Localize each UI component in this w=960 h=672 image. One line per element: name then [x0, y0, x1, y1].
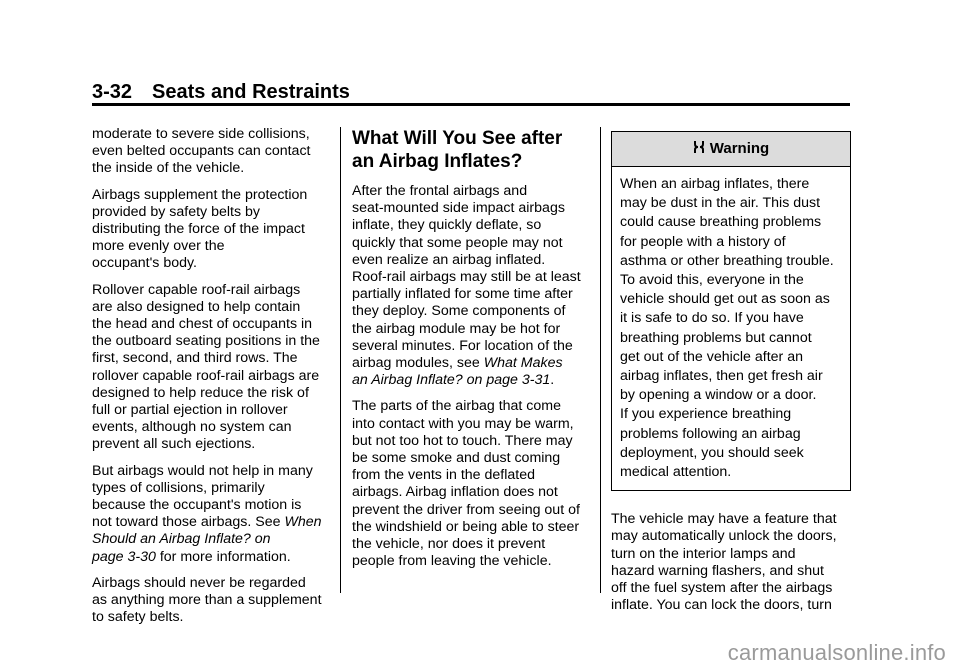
column-3 [611, 131, 851, 623]
text-line: for people with a history of [620, 233, 786, 250]
text-line: the airbag module may be hot for [352, 320, 561, 337]
text-fragment: not toward those airbags. See [92, 514, 285, 531]
text-line: are also designed to help contain [92, 298, 301, 315]
text-line: they deploy. Some components of [352, 303, 566, 320]
warning-header [612, 132, 850, 167]
text-line: Airbags supplement the protection [92, 186, 308, 203]
cross-reference-link[interactable]: What Makes [483, 355, 563, 372]
paragraph [352, 183, 592, 389]
text-line: moderate to severe side collisions, [92, 126, 310, 142]
text-fragment: for more information. [155, 548, 291, 565]
text-line: several minutes. For location of the [352, 337, 573, 354]
text-line: airbag inflates, then get fresh air [620, 368, 823, 385]
text-line: partially inflated for some time after [352, 286, 573, 303]
text-line: into contact with you may be warm, [352, 415, 574, 432]
text-line [92, 549, 332, 566]
cross-reference-link[interactable]: an Airbag Inflate? on page 3-31 [352, 372, 551, 389]
warning-icon-glyph [693, 139, 705, 155]
warning-box [611, 131, 851, 491]
text-line: medical attention. [620, 464, 732, 481]
text-line: But airbags would not help in many [92, 462, 313, 479]
text-line: Airbags should never be regarded [92, 574, 306, 591]
text-line: breathing problems but cannot [620, 329, 812, 346]
cross-reference-link[interactable]: Should an Airbag Inflate? on [92, 531, 271, 548]
warning-title: Warning [709, 140, 770, 158]
text-line: to safety belts. [92, 609, 184, 626]
text-line: more evenly over the [92, 238, 225, 255]
text-line: To avoid this, everyone in the [620, 272, 804, 289]
text-line: The vehicle may have a feature that [611, 511, 837, 528]
text-line: provided by safety belts by [92, 203, 260, 220]
text-line: occupant's body. [92, 255, 197, 272]
text-line: but not too hot to touch. There may [352, 432, 573, 449]
header-rule [92, 103, 850, 106]
text-line: rollover capable roof-rail airbags are [92, 367, 320, 384]
text-line: inflate, they quickly deflate, so [352, 217, 542, 234]
paragraph [611, 511, 851, 614]
text-line: could cause breathing problems [620, 214, 822, 231]
paragraph [352, 398, 592, 570]
text-line: off the fuel system after the airbags [611, 580, 833, 597]
text-line: even realize an airbag inflated. [352, 251, 546, 268]
text-line: may automatically unlock the doors, [611, 528, 837, 545]
text-line: the vehicle, nor does it prevent [352, 536, 546, 553]
warning-icon [693, 139, 705, 159]
text-line: full or partial ejection in rollover [92, 402, 288, 419]
text-line: types of collisions, primarily [92, 479, 265, 496]
text-line: airbags. Airbag inflation does not [352, 484, 558, 501]
column-2 [352, 127, 592, 579]
text-line: prevent all such ejections. [92, 436, 256, 453]
text-line: events, although no system can [92, 419, 292, 436]
cross-reference-link[interactable]: When [284, 514, 322, 531]
text-line: because the occupant's motion is [92, 497, 302, 514]
text-line: When an airbag inflates, there [620, 176, 810, 192]
page-header [92, 80, 850, 104]
text-line: people from leaving the vehicle. [352, 553, 552, 570]
text-line: hazard warning flashers, and shut [611, 562, 824, 579]
text-line: may be dust in the air. This dust [620, 195, 821, 212]
heading-line: an Airbag Inflates? [352, 151, 523, 172]
text-line: first, second, and third rows. The [92, 350, 298, 367]
column-divider-2 [600, 127, 601, 593]
page-number: 3-32 [92, 81, 133, 103]
text-line: After the frontal airbags and [352, 183, 528, 199]
text-line: designed to help reduce the risk of [92, 384, 309, 401]
text-line: from the vents in the deflated [352, 467, 535, 484]
text-line: get out of the vehicle after an [620, 348, 803, 365]
paragraph [92, 282, 332, 454]
text-line: If you experience breathing [620, 406, 792, 423]
text-line: the windshield or being able to steer [352, 518, 580, 535]
heading-line: What Will You See after [352, 128, 563, 149]
text-line: by opening a window or a door. [620, 387, 817, 404]
text-line: Rollover capable roof-rail airbags [92, 281, 301, 298]
column-1 [92, 126, 332, 635]
text-line: turn on the interior lamps and [611, 545, 796, 562]
warning-body [612, 167, 850, 490]
paragraph [92, 187, 332, 273]
section-title-header: Seats and Restraints [152, 81, 350, 103]
text-line: it is safe to do so. If you have [620, 310, 804, 327]
text-line: inflate. You can lock the doors, turn [611, 597, 832, 614]
text-fragment: airbag modules, see [352, 355, 484, 372]
text-line: prevent the driver from seeing out of [352, 501, 580, 518]
paragraph [92, 463, 332, 566]
text-line: deployment, you should seek [620, 444, 804, 461]
text-line: asthma or other breathing trouble. [620, 252, 834, 269]
text-line: even belted occupants can contact [92, 143, 311, 160]
text-line: The parts of the airbag that come [352, 398, 561, 415]
text-line [92, 514, 332, 531]
text-line: problems following an airbag [620, 425, 801, 442]
text-line [352, 372, 592, 389]
watermark: carmanualsonline.info [727, 640, 946, 665]
text-line [352, 355, 592, 372]
text-line: Roof-rail airbags may still be at least [352, 269, 581, 286]
text-line: the outboard seating positions in the [92, 333, 320, 350]
text-line: the inside of the vehicle. [92, 160, 245, 177]
text-fragment: . [550, 372, 555, 389]
section-heading [352, 127, 592, 173]
cross-reference-link[interactable]: page 3-30 [92, 548, 156, 565]
text-line: the head and chest of occupants in [92, 316, 313, 333]
text-line: quickly that some people may not [352, 234, 563, 251]
paragraph [92, 575, 332, 627]
column-divider-1 [340, 127, 341, 593]
text-line: seat-mounted side impact airbags [352, 200, 565, 217]
header-text [92, 80, 850, 104]
text-line: distributing the force of the impact [92, 221, 305, 238]
text-line: vehicle should get out as soon as [620, 291, 830, 308]
paragraph [92, 126, 332, 178]
text-line: as anything more than a supplement [92, 592, 322, 609]
text-line: be some smoke and dust coming [352, 450, 561, 467]
